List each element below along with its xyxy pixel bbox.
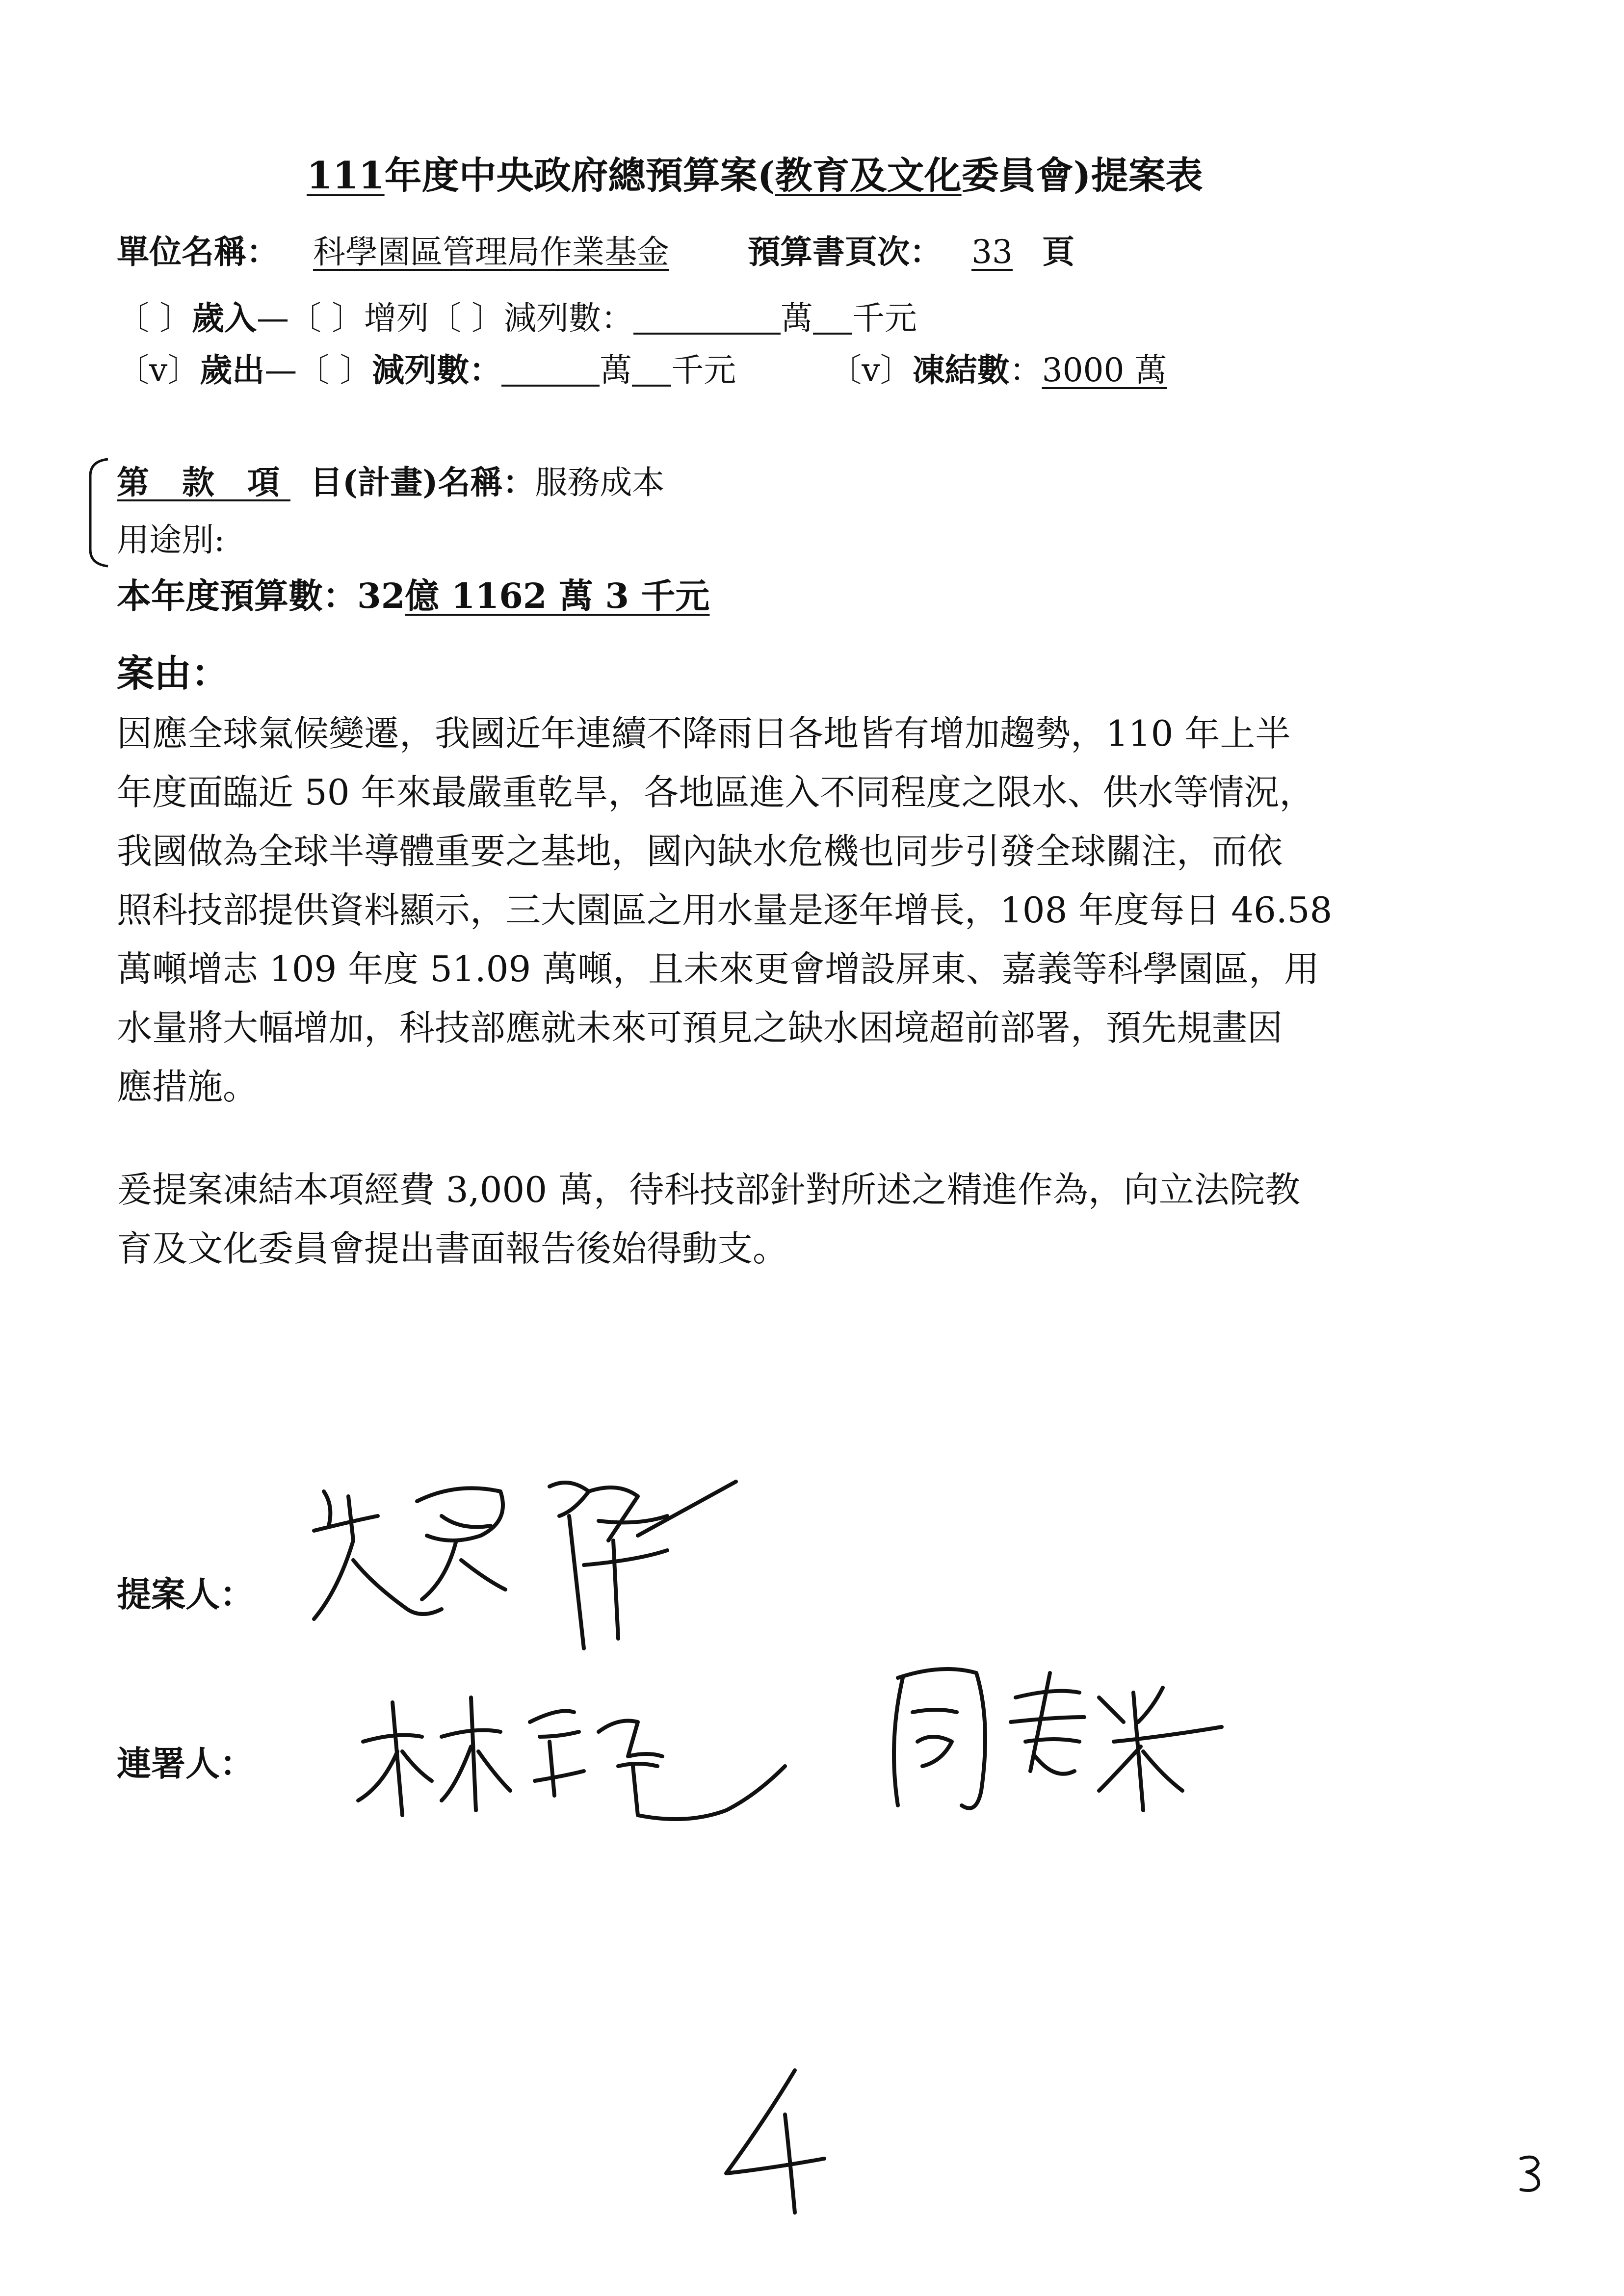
reason-line: 應措施。 xyxy=(117,1066,259,1107)
budget-prefix: 32 xyxy=(357,575,405,616)
cosigner-label: 連署人： xyxy=(117,1743,254,1784)
reason-line: 因應全球氣候變遷，我國近年連續不降雨日各地皆有增加趨勢，110 年上半 xyxy=(117,713,1291,754)
proposer-signature xyxy=(294,1462,765,1670)
page-ref-value: 33 xyxy=(971,233,1013,271)
expenditure-checkbox: 〔v〕 xyxy=(117,351,200,389)
expenditure-decrease-checkbox: 〔 〕 xyxy=(297,351,372,389)
increase-checkbox: 〔 〕 xyxy=(288,299,364,337)
revenue-wan-unit: 萬 xyxy=(780,299,813,337)
expenditure-wan-unit: 萬 xyxy=(600,351,632,389)
usage-label: 用途別: xyxy=(117,521,225,559)
item-categories: 第 款 項 xyxy=(117,463,290,501)
decrease-label: 減列數： xyxy=(503,299,633,337)
budget-row xyxy=(117,575,710,616)
freeze-label: 凍結數 xyxy=(912,351,1010,389)
expenditure-qian-blank xyxy=(632,352,671,387)
revenue-qian-blank xyxy=(813,300,852,335)
expenditure-label: 歲出 xyxy=(200,351,265,389)
item-row xyxy=(117,463,665,501)
proposal-line: 育及文化委員會提出書面報告後始得動支。 xyxy=(117,1228,788,1269)
proposer-label: 提案人： xyxy=(117,1574,254,1615)
reason-line: 年度面臨近 50 年來最嚴重乾旱，各地區進入不同程度之限水、供水等情況， xyxy=(117,772,1315,813)
expenditure-decrease-label: 減列數： xyxy=(372,351,502,389)
corner-mark xyxy=(1516,2151,1545,2197)
decrease-checkbox: 〔 〕 xyxy=(428,299,504,337)
unit-value: 科學園區管理局作業基金 xyxy=(313,233,669,271)
increase-label: 增列 xyxy=(364,299,429,337)
title-committee: 教育及文化 xyxy=(775,154,962,197)
freeze-checkbox: 〔v〕 xyxy=(829,351,913,389)
revenue-label: 歲入 xyxy=(191,299,257,337)
page-ref-label: 預算書頁次： xyxy=(748,233,942,271)
revenue-dash: — xyxy=(256,299,289,337)
unit-label: 單位名稱： xyxy=(117,233,279,271)
cosigner-signature-1 xyxy=(343,1668,824,1847)
page-ref-unit: 頁 xyxy=(1042,233,1074,271)
cosigner-signature-2 xyxy=(868,1644,1241,1852)
reason-line: 萬噸增志 109 年度 51.09 萬噸，且未來更會增設屏東、嘉義等科學園區，用 xyxy=(117,948,1320,990)
expenditure-wan-blank xyxy=(501,352,600,387)
revenue-checkbox: 〔 〕 xyxy=(117,299,192,337)
title-middle: 年度中央政府總預算案( xyxy=(384,154,775,197)
freeze-value: 3000 萬 xyxy=(1042,351,1167,389)
expenditure-row xyxy=(117,352,1167,387)
reason-line: 我國做為全球半導體重要之基地，國內缺水危機也同步引發全球關注，而依 xyxy=(117,831,1283,872)
reason-heading: 案由： xyxy=(117,652,229,695)
revenue-row xyxy=(117,300,917,335)
handwritten-page-number xyxy=(711,2061,839,2219)
revenue-wan-blank xyxy=(633,300,781,335)
reason-paragraph xyxy=(117,704,1530,1116)
freeze-colon: ： xyxy=(1009,351,1042,389)
budget-label: 本年度預算數： xyxy=(117,575,357,616)
revenue-qian-unit: 千元 xyxy=(852,299,917,337)
expenditure-qian-unit: 千元 xyxy=(671,351,736,389)
proposal-paragraph xyxy=(117,1160,1530,1278)
proposal-line: 爰提案凍結本項經費 3,000 萬，待科技部針對所述之精進作為，向立法院教 xyxy=(117,1169,1300,1210)
title-year: 111 xyxy=(307,154,385,197)
form-title xyxy=(307,154,1203,197)
budget-amount: 億 1162 萬 3 千元 xyxy=(405,575,710,616)
reason-line: 照科技部提供資料顯示，三大園區之用水量是逐年增長，108 年度每日 46.58 xyxy=(117,889,1333,931)
item-brace xyxy=(83,456,113,569)
title-end: 委員會)提案表 xyxy=(961,154,1203,197)
item-name-value: 服務成本 xyxy=(535,464,665,501)
expenditure-dash: — xyxy=(264,351,297,389)
reason-line: 水量將大幅增加，科技部應就未來可預見之缺水困境超前部署，預先規畫因 xyxy=(117,1007,1283,1048)
item-name-label: 目(計畫)名稱： xyxy=(310,463,535,501)
unit-row xyxy=(117,233,1074,271)
usage-row xyxy=(117,521,225,559)
